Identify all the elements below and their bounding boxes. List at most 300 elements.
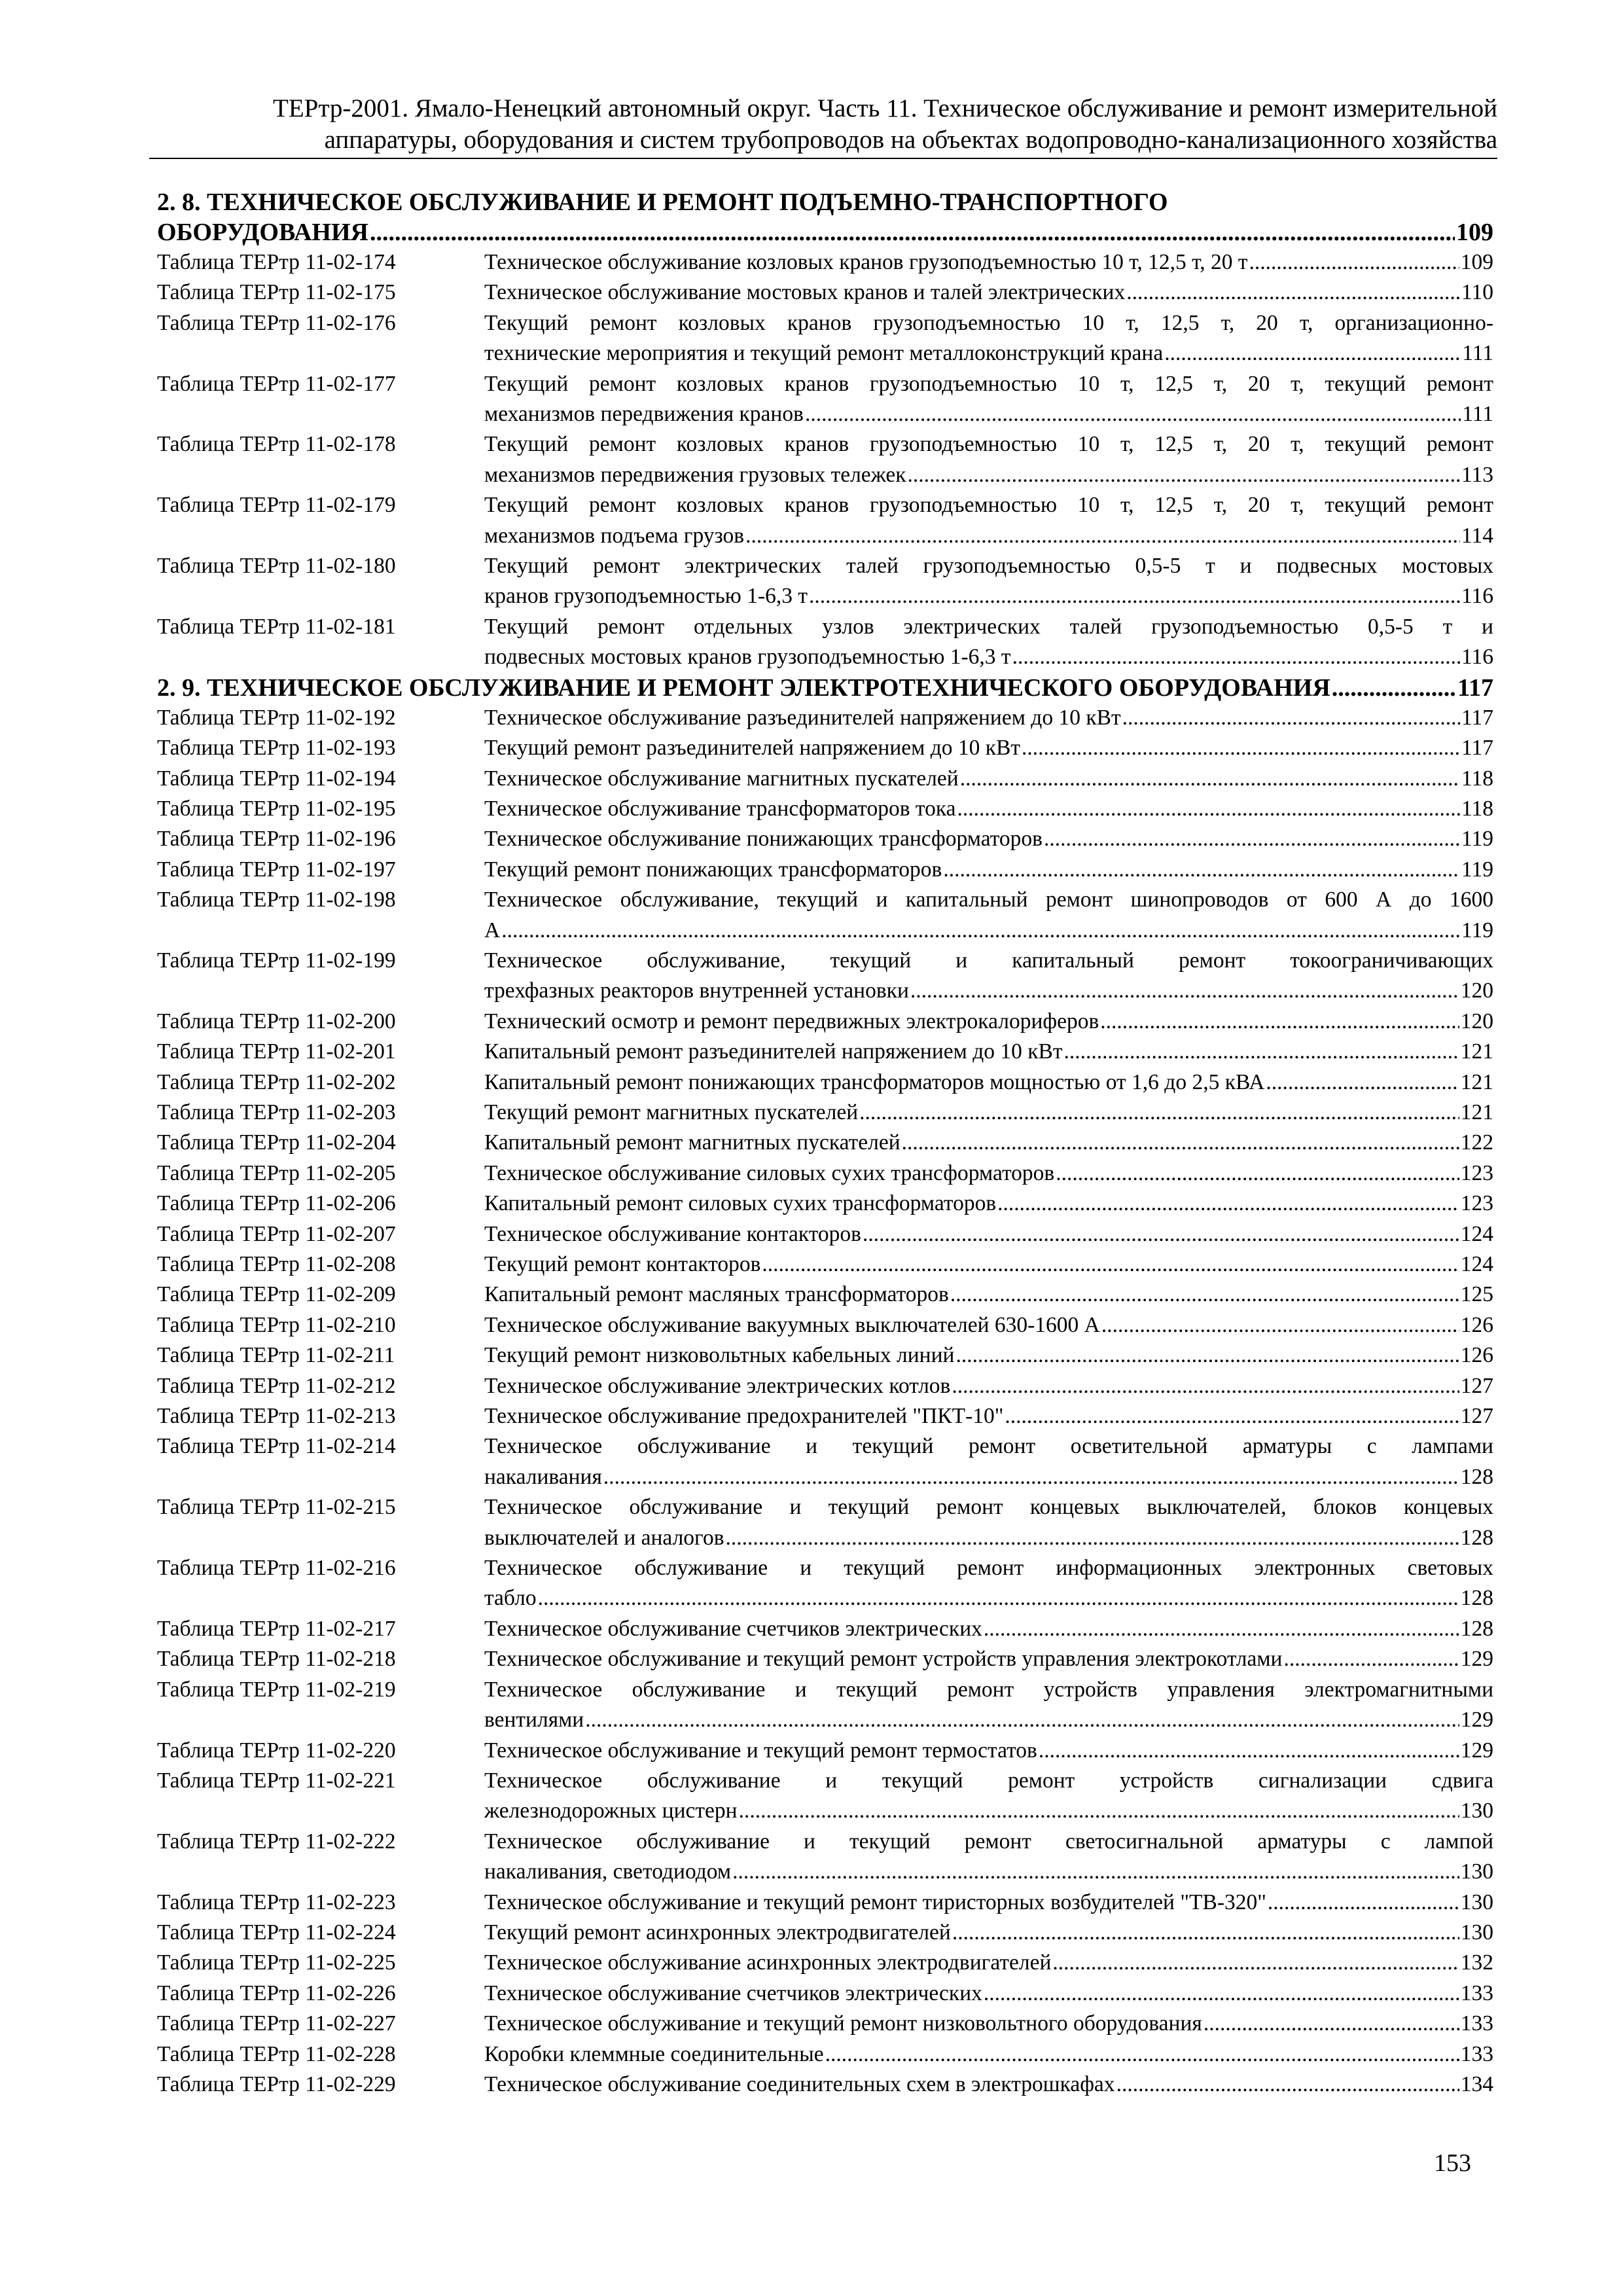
description-last-line	[484, 1979, 1493, 2009]
dot-leader	[809, 581, 1460, 611]
description-last-line-page: 128	[1460, 1586, 1493, 1611]
dot-leader	[1332, 673, 1456, 703]
running-header-line-1: ТЕРтр-2001. Ямало-Ненецкий автономный округ. Часть 11. Техническое обслуживание и ремонт измерительной	[273, 94, 1497, 122]
description-last-line-text: Техническое обслуживание счетчиков электрических	[484, 1981, 982, 2005]
description-last-line-text: Капитальный ремонт понижающих трансформаторов мощностью от 1,6 до 2,5 кВА	[484, 1069, 1265, 1094]
table-description	[484, 1888, 1493, 1918]
table-code: Таблица ТЕРтр 11-02-208	[157, 1252, 396, 1276]
description-last-line	[484, 521, 1493, 551]
toc-entry[interactable]	[157, 1827, 1493, 1888]
table-code: Таблица ТЕРтр 11-02-211	[157, 1343, 395, 1368]
description-last-line-page: 119	[1461, 918, 1493, 942]
dot-leader	[1005, 1401, 1459, 1431]
description-last-line	[484, 1007, 1493, 1037]
dot-leader	[955, 1340, 1459, 1371]
dot-leader	[1283, 1644, 1459, 1674]
dot-leader	[762, 1249, 1459, 1280]
description-last-line-text: Техническое обслуживание вакуумных выключателей 630-1600 А	[484, 1312, 1100, 1337]
description-last-line-page: 128	[1460, 1525, 1493, 1550]
table-description	[484, 946, 1493, 1007]
description-last-line-page: 130	[1460, 1799, 1493, 1823]
description-last-line	[484, 1918, 1493, 1948]
description-last-line	[484, 278, 1493, 308]
dot-leader	[805, 399, 1461, 429]
description-last-line	[484, 1614, 1493, 1644]
table-code: Таблица ТЕРтр 11-02-193	[157, 736, 396, 761]
toc-entry[interactable]	[157, 764, 1493, 794]
description-last-line	[484, 1371, 1493, 1401]
description-last-line-text: Техническое обслуживание и текущий ремонт термостатов	[484, 1738, 1037, 1763]
toc-entry[interactable]	[157, 2009, 1493, 2039]
table-code: Таблица ТЕРтр 11-02-219	[157, 1677, 396, 1702]
table-description	[484, 1340, 1493, 1371]
description-last-line	[484, 338, 1493, 368]
description-last-line-page: 119	[1461, 827, 1493, 852]
table-description	[484, 1158, 1493, 1189]
dot-leader	[1012, 642, 1460, 672]
toc-entry[interactable]	[157, 247, 1493, 278]
toc-entry[interactable]	[157, 1492, 1493, 1553]
table-description	[484, 612, 1493, 673]
description-last-line-text: Техническое обслуживание электрических котлов	[484, 1373, 951, 1398]
table-description	[484, 247, 1493, 278]
description-last-line-text: Текущий ремонт низковольтных кабельных линий	[484, 1343, 955, 1368]
description-last-line	[484, 1128, 1493, 1158]
description-last-line	[484, 1158, 1493, 1189]
description-last-line	[484, 1249, 1493, 1280]
table-code: Таблица ТЕРтр 11-02-220	[157, 1738, 396, 1763]
dot-leader	[726, 1523, 1459, 1553]
toc-entry[interactable]	[157, 1189, 1493, 1219]
toc-entry[interactable]	[157, 1310, 1493, 1340]
description-last-line-text: кранов грузоподъемностью 1-6,3 т	[484, 584, 808, 609]
toc-entry[interactable]	[157, 1736, 1493, 1766]
toc-entry[interactable]	[157, 429, 1493, 490]
toc-entry[interactable]	[157, 1614, 1493, 1644]
description-last-line-page: 119	[1461, 857, 1493, 882]
description-last-line-page: 124	[1460, 1221, 1493, 1246]
table-description	[484, 1766, 1493, 1827]
description-last-line-page: 130	[1460, 1859, 1493, 1884]
dot-leader	[908, 460, 1460, 490]
table-code: Таблица ТЕРтр 11-02-199	[157, 948, 396, 973]
toc-entry[interactable]	[157, 612, 1493, 673]
description-line: Текущий ремонт электрических талей грузоподъемностью 0,5-5 т и подвесных мостовых	[484, 554, 1493, 579]
description-line: Текущий ремонт козловых кранов грузоподъемностью 10 т, 12,5 т, 20 т, организационно-	[484, 310, 1493, 335]
table-description	[484, 703, 1493, 733]
description-last-line-text: Техническое обслуживание и текущий ремонт низковольтного оборудования	[484, 2011, 1202, 2036]
description-last-line	[484, 824, 1493, 854]
description-last-line	[484, 1401, 1493, 1431]
description-last-line-page: 117	[1461, 736, 1493, 761]
section-heading	[157, 187, 1493, 247]
description-last-line-page: 111	[1462, 341, 1493, 366]
dot-leader	[1204, 2009, 1459, 2039]
description-line: Текущий ремонт козловых кранов грузоподъемностью 10 т, 12,5 т, 20 т, текущий ремонт	[484, 493, 1493, 518]
description-last-line	[484, 1705, 1493, 1735]
dot-leader	[732, 1857, 1459, 1887]
toc-entry[interactable]	[157, 1553, 1493, 1614]
dot-leader	[1056, 1158, 1459, 1189]
table-code: Таблица ТЕРтр 11-02-175	[157, 280, 396, 305]
description-last-line-page: 128	[1460, 1616, 1493, 1641]
description-last-line-page: 114	[1461, 523, 1493, 548]
toc-entry[interactable]	[157, 733, 1493, 763]
toc-entry[interactable]	[157, 1675, 1493, 1736]
toc-entry[interactable]	[157, 1371, 1493, 1401]
toc-entry[interactable]	[157, 1098, 1493, 1128]
running-header	[149, 93, 1497, 159]
dot-leader	[960, 764, 1460, 794]
description-last-line	[484, 1340, 1493, 1371]
table-description	[484, 278, 1493, 308]
description-last-line-page: 123	[1460, 1160, 1493, 1185]
description-last-line-page: 128	[1460, 1464, 1493, 1489]
description-line: Текущий ремонт козловых кранов грузоподъемностью 10 т, 12,5 т, 20 т, текущий ремонт	[484, 371, 1493, 396]
toc-entry[interactable]	[157, 1007, 1493, 1037]
description-last-line-page: 120	[1460, 978, 1493, 1003]
section-heading-entry-text: ОБОРУДОВАНИЯ	[157, 219, 368, 246]
toc-entry[interactable]	[157, 1128, 1493, 1158]
table-description	[484, 2039, 1493, 2070]
table-code: Таблица ТЕРтр 11-02-178	[157, 432, 396, 457]
table-code: Таблица ТЕРтр 11-02-204	[157, 1130, 396, 1155]
table-description	[484, 1614, 1493, 1644]
table-code: Таблица ТЕРтр 11-02-196	[157, 827, 396, 852]
description-last-line-page: 121	[1460, 1100, 1493, 1124]
dot-leader	[952, 1918, 1459, 1948]
description-last-line-text: вентилями	[484, 1708, 584, 1732]
table-description	[484, 1553, 1493, 1614]
table-description	[484, 1037, 1493, 1067]
description-last-line-text: Капитальный ремонт магнитных пускателей	[484, 1130, 901, 1155]
description-last-line	[484, 1280, 1493, 1310]
description-last-line-text: Текущий ремонт понижающих трансформаторов	[484, 857, 942, 882]
description-last-line-text: Техническое обслуживание трансформаторов тока	[484, 796, 956, 821]
toc-entry[interactable]	[157, 308, 1493, 369]
description-last-line-text: Техническое обслуживание мостовых кранов и талей электрических	[484, 280, 1126, 305]
description-last-line-page: 117	[1461, 705, 1493, 730]
dot-leader	[950, 1280, 1459, 1310]
table-code: Таблица ТЕРтр 11-02-212	[157, 1373, 396, 1398]
table-code: Таблица ТЕРтр 11-02-176	[157, 310, 396, 335]
toc-entry[interactable]	[157, 703, 1493, 733]
dot-leader	[1052, 1948, 1459, 1978]
description-last-line-text: трехфазных реакторов внутренней установки	[484, 978, 909, 1003]
description-last-line-page: 129	[1460, 1708, 1493, 1732]
dot-leader	[1100, 1007, 1459, 1037]
description-last-line-text: накаливания, светодиодом	[484, 1859, 732, 1884]
description-last-line-page: 124	[1460, 1252, 1493, 1276]
dot-leader	[1039, 1736, 1459, 1766]
description-line: Текущий ремонт козловых кранов грузоподъемностью 10 т, 12,5 т, 20 т, текущий ремонт	[484, 432, 1493, 457]
description-last-line-text: Капитальный ремонт силовых сухих трансформаторов	[484, 1191, 997, 1216]
description-line: Техническое обслуживание, текущий и капитальный ремонт шинопроводов от 600 А до 1600	[484, 888, 1493, 912]
table-description	[484, 1280, 1493, 1310]
description-line: Техническое обслуживание и текущий ремонт осветительной арматуры с лампами	[484, 1434, 1493, 1459]
description-last-line	[484, 2070, 1493, 2100]
toc-entry[interactable]	[157, 946, 1493, 1007]
description-line: Техническое обслуживание и текущий ремонт устройств управления электромагнитными	[484, 1677, 1493, 1702]
description-last-line-text: Техническое обслуживание и текущий ремонт тиристорных возбудителей "ТВ-320"	[484, 1890, 1266, 1914]
table-description	[484, 308, 1493, 369]
description-last-line-text: Капитальный ремонт разъединителей напряжением до 10 кВт	[484, 1039, 1063, 1064]
table-code: Таблица ТЕРтр 11-02-179	[157, 493, 396, 518]
dot-leader	[370, 217, 1455, 247]
toc-entry[interactable]	[157, 2039, 1493, 2070]
description-last-line	[484, 1310, 1493, 1340]
description-last-line-text: Техническое обслуживание контакторов	[484, 1221, 861, 1246]
description-last-line-text: Техническое обслуживание силовых сухих трансформаторов	[484, 1160, 1055, 1185]
description-last-line	[484, 1462, 1493, 1492]
toc-entry[interactable]	[157, 1918, 1493, 1948]
dot-leader	[910, 976, 1459, 1006]
table-code: Таблица ТЕРтр 11-02-228	[157, 2041, 396, 2066]
description-last-line-page: 121	[1460, 1039, 1493, 1064]
description-last-line-page: 116	[1461, 645, 1493, 670]
description-last-line-page: 126	[1460, 1312, 1493, 1337]
description-last-line	[484, 247, 1493, 278]
description-last-line	[484, 460, 1493, 490]
description-last-line	[484, 1644, 1493, 1674]
section-heading-line: 2. 8. ТЕХНИЧЕСКОЕ ОБСЛУЖИВАНИЕ И РЕМОНТ ПОДЪЕМНО-ТРАНСПОРТНОГО	[157, 188, 1168, 216]
dot-leader	[1268, 1888, 1459, 1918]
description-last-line-text: Техническое обслуживание козловых кранов грузоподъемностью 10 т, 12,5 т, 20 т	[484, 250, 1248, 274]
description-last-line-text: Техническое обслуживание понижающих трансформаторов	[484, 827, 1043, 852]
toc-entry[interactable]	[157, 885, 1493, 946]
toc-entry[interactable]	[157, 278, 1493, 308]
table-code: Таблица ТЕРтр 11-02-207	[157, 1221, 396, 1246]
table-code: Таблица ТЕРтр 11-02-223	[157, 1890, 396, 1914]
table-code: Таблица ТЕРтр 11-02-218	[157, 1647, 396, 1672]
table-code: Таблица ТЕРтр 11-02-202	[157, 1069, 396, 1094]
description-last-line	[484, 1098, 1493, 1128]
table-description	[484, 1128, 1493, 1158]
dot-leader	[739, 1796, 1459, 1826]
description-last-line-page: 132	[1460, 1950, 1493, 1975]
description-last-line-page: 120	[1460, 1009, 1493, 1033]
description-last-line-text: Техническое обслуживание соединительных схем в электрошкафах	[484, 2072, 1115, 2096]
description-last-line-text: Текущий ремонт разъединителей напряжением до 10 кВт	[484, 736, 1021, 761]
table-description	[484, 1067, 1493, 1098]
table-code: Таблица ТЕРтр 11-02-174	[157, 250, 396, 274]
table-code: Таблица ТЕРтр 11-02-225	[157, 1950, 396, 1975]
description-last-line-page: 118	[1461, 766, 1493, 791]
dot-leader	[859, 1098, 1459, 1128]
description-line: Техническое обслуживание и текущий ремонт светосигнальной арматуры с лампой	[484, 1829, 1493, 1854]
dot-leader	[825, 2039, 1459, 2070]
dot-leader	[603, 1462, 1459, 1492]
description-last-line-page: 133	[1460, 2011, 1493, 2036]
dot-leader	[952, 1371, 1459, 1401]
table-description	[484, 1979, 1493, 2009]
description-last-line	[484, 581, 1493, 611]
toc-entry[interactable]	[157, 1037, 1493, 1067]
description-last-line-page: 133	[1460, 1981, 1493, 2005]
dot-leader	[1064, 1037, 1459, 1067]
toc-entry[interactable]	[157, 1158, 1493, 1189]
table-description	[484, 733, 1493, 763]
table-description	[484, 1219, 1493, 1249]
table-description	[484, 1249, 1493, 1280]
table-code: Таблица ТЕРтр 11-02-226	[157, 1981, 396, 2005]
description-last-line-text: Текущий ремонт контакторов	[484, 1252, 761, 1276]
table-of-contents	[157, 187, 1493, 2100]
description-last-line-page: 133	[1460, 2041, 1493, 2066]
table-description	[484, 794, 1493, 824]
description-last-line	[484, 1583, 1493, 1613]
section-heading-entry-text: 2. 9. ТЕХНИЧЕСКОЕ ОБСЛУЖИВАНИЕ И РЕМОНТ ЭЛЕКТРОТЕХНИЧЕСКОГО ОБОРУДОВАНИЯ	[157, 673, 1330, 702]
description-last-line-page: 109	[1460, 250, 1493, 274]
description-last-line-text: механизмов передвижения кранов	[484, 402, 804, 427]
table-description	[484, 2009, 1493, 2039]
dot-leader	[984, 1614, 1459, 1644]
table-code: Таблица ТЕРтр 11-02-214	[157, 1434, 396, 1459]
toc-entry[interactable]	[157, 1766, 1493, 1827]
table-description	[484, 824, 1493, 854]
toc-entry[interactable]	[157, 1067, 1493, 1098]
table-description	[484, 369, 1493, 430]
toc-entry[interactable]	[157, 1219, 1493, 1249]
dot-leader	[1022, 733, 1460, 763]
dot-leader	[997, 1189, 1459, 1219]
description-last-line-text: Техническое обслуживание счетчиков электрических	[484, 1616, 982, 1641]
toc-entry[interactable]	[157, 794, 1493, 824]
description-last-line	[484, 976, 1493, 1006]
description-last-line-page: 113	[1461, 462, 1493, 487]
table-description	[484, 1431, 1493, 1492]
dot-leader	[1044, 824, 1460, 854]
table-code: Таблица ТЕРтр 11-02-216	[157, 1556, 396, 1581]
table-description	[484, 1827, 1493, 1888]
dot-leader	[943, 855, 1460, 885]
toc-entry[interactable]	[157, 1644, 1493, 1674]
table-code: Таблица ТЕРтр 11-02-227	[157, 2011, 396, 2036]
description-last-line	[484, 2039, 1493, 2070]
toc-entry[interactable]	[157, 1249, 1493, 1280]
description-last-line-text: Техническое обслуживание магнитных пускателей	[484, 766, 959, 791]
description-last-line-page: 127	[1460, 1404, 1493, 1429]
description-last-line-text: подвесных мостовых кранов грузоподъемностью 1-6,3 т	[484, 645, 1011, 670]
description-last-line	[484, 1857, 1493, 1887]
description-last-line-text: Техническое обслуживание разъединителей напряжением до 10 кВт	[484, 705, 1121, 730]
description-last-line-page: 116	[1461, 584, 1493, 609]
dot-leader	[1249, 247, 1459, 278]
toc-entry[interactable]	[157, 1340, 1493, 1371]
table-description	[484, 2070, 1493, 2100]
description-last-line	[484, 855, 1493, 885]
description-last-line-page: 126	[1460, 1343, 1493, 1368]
description-last-line	[484, 1219, 1493, 1249]
description-line: Текущий ремонт отдельных узлов электрических талей грузоподъемностью 0,5-5 т и	[484, 614, 1493, 639]
toc-entry[interactable]	[157, 2070, 1493, 2100]
dot-leader	[1122, 703, 1460, 733]
description-last-line-page: 122	[1460, 1130, 1493, 1155]
toc-entry[interactable]	[157, 1431, 1493, 1492]
table-description	[484, 1189, 1493, 1219]
dot-leader	[745, 521, 1460, 551]
description-last-line-page: 121	[1460, 1069, 1493, 1094]
dot-leader	[501, 916, 1460, 946]
toc-entry[interactable]	[157, 824, 1493, 854]
description-line: Техническое обслуживание и текущий ремонт информационных электронных световых	[484, 1556, 1493, 1581]
table-code: Таблица ТЕРтр 11-02-206	[157, 1191, 396, 1216]
dot-leader	[984, 1979, 1459, 2009]
dot-leader	[1101, 1310, 1459, 1340]
description-last-line-page: 130	[1460, 1920, 1493, 1945]
description-last-line-text: выключателей и аналогов	[484, 1525, 724, 1550]
toc-entry[interactable]	[157, 1888, 1493, 1918]
table-description	[484, 1492, 1493, 1553]
description-last-line	[484, 1796, 1493, 1826]
running-header-line-2: аппаратуры, оборудования и систем трубопроводов на объектах водопроводно-канализационного хозяйства	[324, 126, 1497, 154]
table-code: Таблица ТЕРтр 11-02-213	[157, 1404, 396, 1429]
toc-entry[interactable]	[157, 551, 1493, 612]
dot-leader	[902, 1128, 1459, 1158]
table-description	[484, 855, 1493, 885]
description-last-line-text: табло	[484, 1586, 537, 1611]
description-last-line	[484, 642, 1493, 672]
table-description	[484, 885, 1493, 946]
description-last-line-page: 129	[1460, 1738, 1493, 1763]
table-code: Таблица ТЕРтр 11-02-195	[157, 796, 396, 821]
dot-leader	[957, 794, 1460, 824]
description-last-line-page: 129	[1460, 1647, 1493, 1672]
description-last-line	[484, 764, 1493, 794]
description-last-line	[484, 1189, 1493, 1219]
toc-entry[interactable]	[157, 855, 1493, 885]
table-description	[484, 1371, 1493, 1401]
table-code: Таблица ТЕРтр 11-02-209	[157, 1282, 396, 1307]
description-last-line-text: Техническое обслуживание асинхронных электродвигателей	[484, 1950, 1052, 1975]
toc-entry[interactable]	[157, 1948, 1493, 1978]
description-last-line	[484, 916, 1493, 946]
description-last-line-text: механизмов передвижения грузовых тележек	[484, 462, 906, 487]
table-description	[484, 1644, 1493, 1674]
toc-entry[interactable]	[157, 369, 1493, 430]
description-last-line	[484, 2009, 1493, 2039]
description-last-line-text: А	[484, 918, 501, 942]
table-description	[484, 764, 1493, 794]
description-last-line-page: 123	[1460, 1191, 1493, 1216]
toc-entry[interactable]	[157, 1280, 1493, 1310]
description-last-line	[484, 1523, 1493, 1553]
toc-entry[interactable]	[157, 1401, 1493, 1431]
table-code: Таблица ТЕРтр 11-02-177	[157, 371, 396, 396]
description-last-line-page: 110	[1461, 280, 1493, 305]
description-last-line	[484, 733, 1493, 763]
description-last-line-page: 127	[1460, 1373, 1493, 1398]
table-code: Таблица ТЕРтр 11-02-180	[157, 554, 396, 579]
description-line: Техническое обслуживание и текущий ремонт устройств сигнализации сдвига	[484, 1768, 1493, 1793]
description-line: Техническое обслуживание и текущий ремонт концевых выключателей, блоков концевых	[484, 1495, 1493, 1520]
table-code: Таблица ТЕРтр 11-02-197	[157, 857, 396, 882]
description-last-line	[484, 1888, 1493, 1918]
table-code: Таблица ТЕРтр 11-02-194	[157, 766, 396, 791]
table-description	[484, 1098, 1493, 1128]
dot-leader	[1116, 2070, 1459, 2100]
table-description	[484, 1948, 1493, 1978]
description-last-line-page: 125	[1460, 1282, 1493, 1307]
description-last-line	[484, 1736, 1493, 1766]
toc-entry[interactable]	[157, 1979, 1493, 2009]
table-code: Таблица ТЕРтр 11-02-200	[157, 1009, 396, 1033]
dot-leader	[1126, 278, 1460, 308]
table-code: Таблица ТЕРтр 11-02-224	[157, 1920, 396, 1945]
description-last-line-text: железнодорожных цистерн	[484, 1799, 738, 1823]
toc-entry[interactable]	[157, 490, 1493, 551]
table-code: Таблица ТЕРтр 11-02-203	[157, 1100, 396, 1124]
